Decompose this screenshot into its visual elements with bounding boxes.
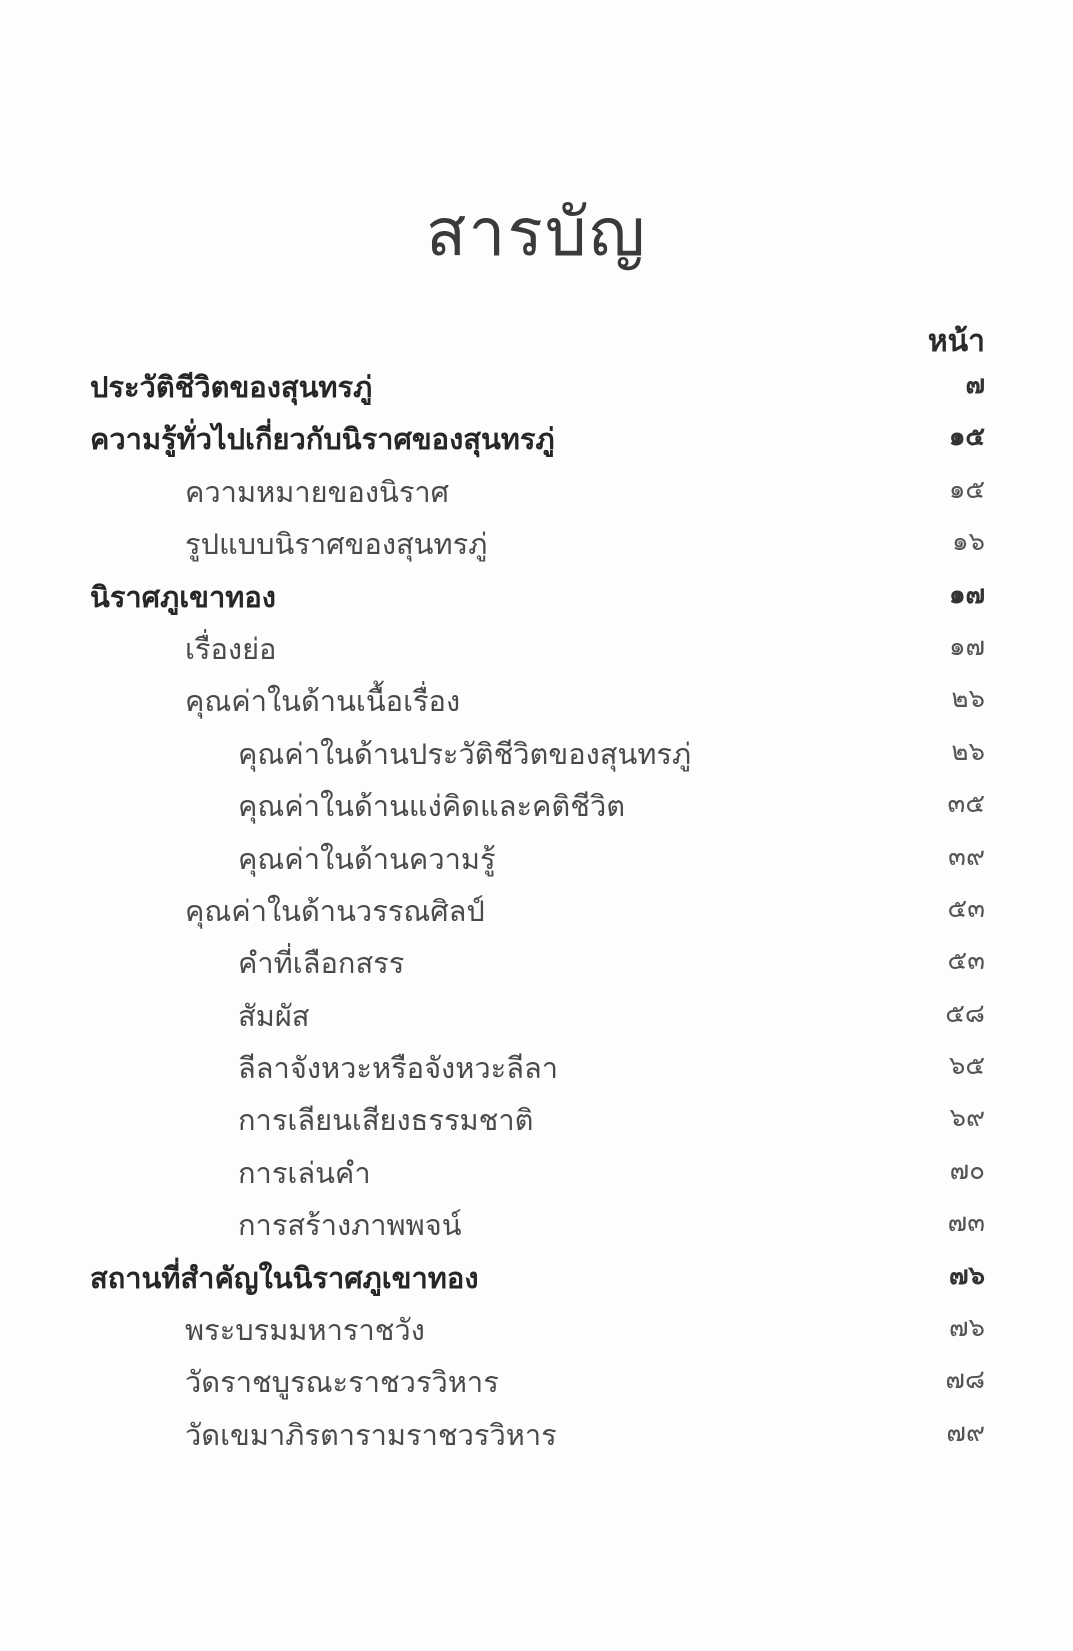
toc-entry-page-number: ๗ (965, 370, 985, 400)
toc-entry (0, 410, 1073, 462)
toc-entry-title: คุณค่าในด้านความรู้ (238, 841, 496, 876)
toc-entry (0, 725, 1073, 777)
toc-entry-title: สัมผัส (238, 998, 310, 1033)
toc-entry-title: นิราศภูเขาทอง (90, 579, 276, 614)
toc-entry-page-number: ๒๖ (951, 736, 985, 767)
toc-entry-title: ลีลาจังหวะหรือจังหวะลีลา (238, 1051, 559, 1086)
toc-entry (0, 830, 1073, 882)
toc-entry-page-number: ๗๐ (949, 1155, 985, 1186)
toc-entry-title: ความหมายของนิราศ (185, 474, 450, 509)
toc-entry (0, 1144, 1073, 1196)
toc-entry-page-number: ๗๙ (946, 1417, 985, 1448)
toc-entry-page-number: ๗๖ (948, 1313, 985, 1344)
toc-entry (0, 620, 1073, 672)
toc-entry (0, 1039, 1073, 1091)
toc-entry (0, 358, 1073, 410)
page-column-header: หน้า (927, 324, 985, 359)
toc-entry-page-number: ๑๗ (948, 631, 985, 662)
toc-entry-page-number: ๓๙ (948, 841, 985, 872)
toc-entry-title: คำที่เลือกสรร (238, 946, 405, 981)
toc-entry-title: คุณค่าในด้านแง่คิดและคติชีวิต (238, 789, 626, 824)
toc-entry-page-number: ๕๘ (945, 998, 985, 1029)
toc-entry-title: เรื่องย่อ (185, 631, 277, 666)
toc-entry-title: คุณค่าในด้านประวัติชีวิตของสุนทรภู่ (238, 736, 692, 771)
toc-entry (0, 1091, 1073, 1143)
toc-entry-title: คุณค่าในด้านวรรณศิลป์ (185, 893, 485, 928)
toc-entry (0, 1196, 1073, 1248)
toc-entry (0, 882, 1073, 934)
table-of-contents (0, 358, 1073, 1458)
toc-entry-page-number: ๑๖ (951, 527, 985, 558)
toc-entry-page-number: ๑๕ (948, 422, 985, 453)
toc-entry-title: วัดเขมาภิรตารามราชวรวิหาร (185, 1417, 557, 1452)
toc-entry-title: รูปแบบนิราศของสุนทรภู่ (185, 527, 488, 562)
toc-entry (0, 463, 1073, 515)
toc-entry (0, 1406, 1073, 1458)
toc-entry-page-number: ๕๓ (947, 893, 985, 924)
toc-entry (0, 672, 1073, 724)
toc-entry-page-number: ๓๕ (947, 789, 985, 820)
toc-entry-title: การสร้างภาพพจน์ (238, 1208, 462, 1243)
toc-entry-title: การเล่นคำ (238, 1155, 371, 1190)
toc-entry (0, 568, 1073, 620)
toc-entry-title: การเลียนเสียงธรรมชาติ (238, 1103, 534, 1138)
toc-entry (0, 515, 1073, 567)
toc-entry-title: สถานที่สำคัญในนิราศภูเขาทอง (90, 1260, 479, 1295)
toc-entry (0, 777, 1073, 829)
toc-entry-page-number: ๕๓ (947, 946, 985, 977)
toc-entry-title: พระบรมมหาราชวัง (185, 1313, 425, 1348)
toc-entry-title: คุณค่าในด้านเนื้อเรื่อง (185, 684, 461, 719)
toc-entry-page-number: ๗๓ (947, 1208, 985, 1239)
toc-entry-page-number: ๑๕ (948, 474, 985, 505)
toc-entry-title: ความรู้ทั่วไปเกี่ยวกับนิราศของสุนทรภู่ (90, 422, 555, 457)
toc-entry-title: ประวัติชีวิตของสุนทรภู่ (90, 370, 373, 404)
toc-entry-page-number: ๖๙ (949, 1103, 985, 1134)
toc-entry (0, 1353, 1073, 1405)
toc-entry-page-number: ๑๗ (948, 579, 985, 610)
toc-entry (0, 1249, 1073, 1301)
toc-entry (0, 1301, 1073, 1353)
toc-entry (0, 934, 1073, 986)
toc-entry-page-number: ๒๖ (951, 684, 985, 715)
page-title: สารบัญ (426, 194, 647, 271)
toc-entry-page-number: ๗๖ (948, 1260, 985, 1291)
toc-entry (0, 987, 1073, 1039)
toc-entry-page-number: ๖๕ (948, 1051, 985, 1082)
toc-entry-page-number: ๗๘ (945, 1365, 985, 1396)
toc-entry-title: วัดราชบูรณะราชวรวิหาร (185, 1365, 499, 1400)
